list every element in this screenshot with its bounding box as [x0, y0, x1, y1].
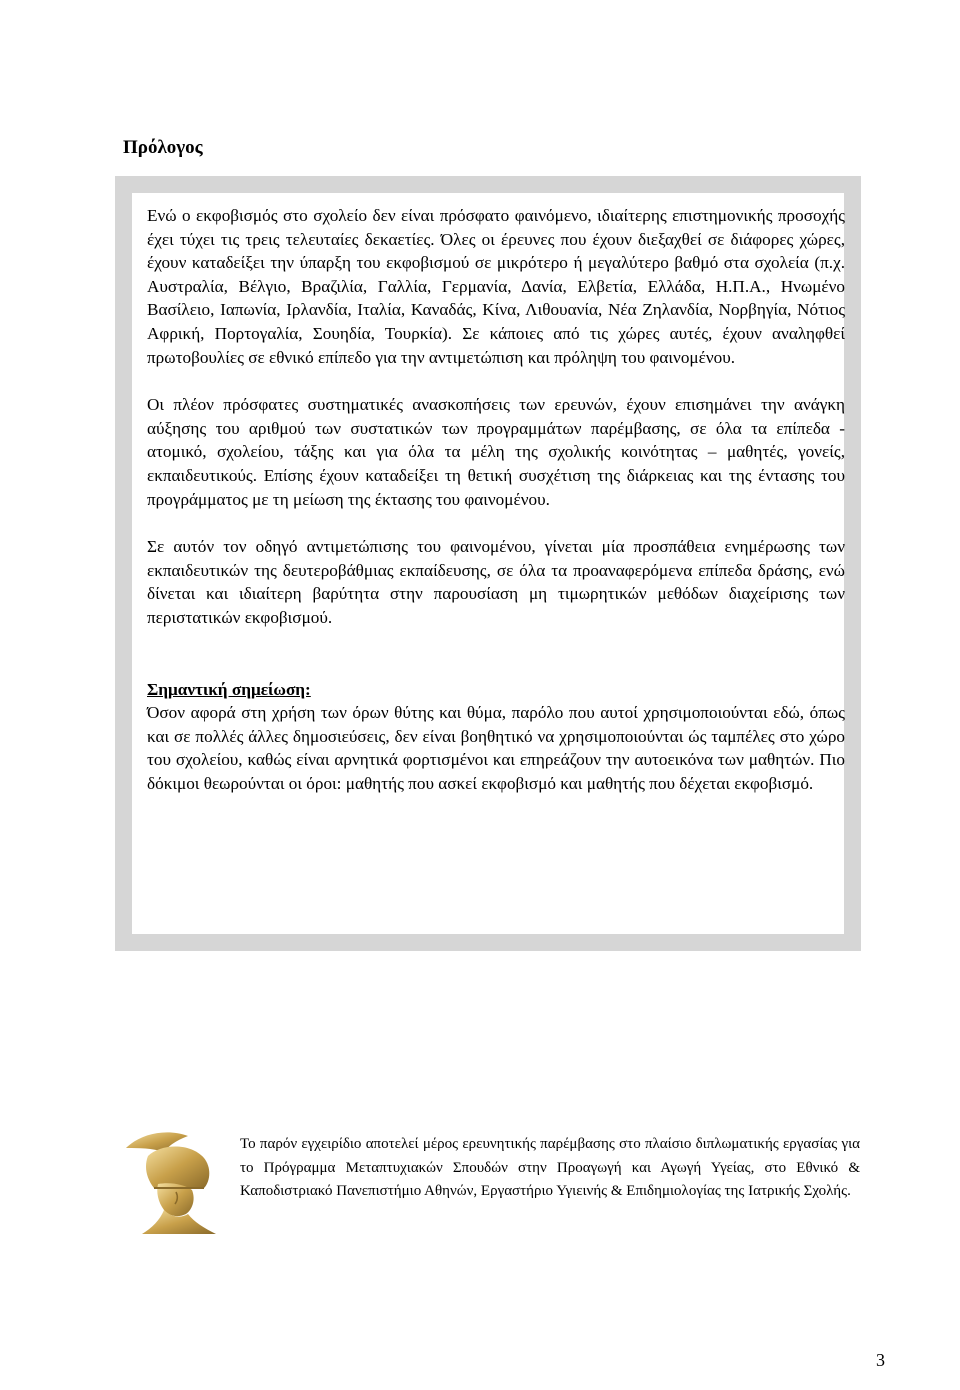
footer — [118, 1126, 863, 1236]
paragraph-spacer — [147, 369, 845, 393]
athena-helmet-icon — [118, 1126, 223, 1236]
paragraph-spacer — [147, 511, 845, 535]
page-number: 3 — [876, 1350, 885, 1370]
prologue-frame — [115, 176, 861, 951]
page-title: Πρόλογος — [123, 137, 203, 158]
note-text: Όσον αφορά στη χρήση των όρων θύτης και θύμα, παρόλο που αυτοί χρησιμοποιούνται εδώ, όπως και σε πολλές άλλες δημοσιεύσεις, δεν είναι βοηθητικό να χρησιμοποιούνται ώς ταμπέλες στο χώρο του σχολείου, καθώς είναι αρνητικά φορτισμένοι και επηρεάζουν την αυτοεικόνα των μαθητών. Πιο δόκιμοι θεωρούνται οι όροι: μαθητής που ασκεί εκφοβισμό και μαθητής που δέχεται εκφοβισμό. — [147, 703, 845, 793]
paragraph-reviews: Οι πλέον πρόσφατες συστηματικές ανασκοπήσεις των ερευνών, έχουν επισημάνει την ανάγκη αύξησης του αριθμού των συστατικών των προγραμμάτων παρέμβασης, σε όλα τα επίπεδα - ατομικό, σχολείου, τάξης και για όλα τα μέλη της σχολικής κοινότητας – μαθητές, γονείς, εκπαιδευτικούς. Επίσης έχουν καταδείξει τη θετική συσχέτιση της διάρκειας και της έντασης του προγράμματος με τη μείωση της έκτασης του φαινομένου. — [147, 395, 845, 509]
note-heading: Σημαντική σημείωση: — [147, 679, 311, 699]
prologue-frame-inner — [132, 193, 844, 934]
paragraph-intro: Ενώ ο εκφοβισμός στο σχολείο δεν είναι πρόσφατο φαινόμενο, ιδιαίτερης επιστημονικής προσοχής έχει τύχει τις τρεις τελευταίες δεκαετίες. Όλες οι έρευνες που έχουν διεξαχθεί σε διάφορες χώρες, έχουν καταδείξει την ύπαρξη του εκφοβισμού σε μικρότερο ή μεγαλύτερο βαθμό στα σχολεία (π.χ. Αυστραλία, Βέλγιο, Βραζιλία, Γαλλία, Γερμανία, Δανία, Ελβετία, Ελλάδα, Η.Π.Α., Ηνωμένο Βασίλειο, Ιαπωνία, Ιρλανδία, Ιταλία, Καναδάς, Κίνα, Λιθουανία, Νέα Ζηλανδία, Νορβηγία, Νότιος Αφρική, Πορτογαλία, Σουηδία, Τουρκία). Σε κάποιες από τις χώρες αυτές, έχουν αναληφθεί πρωτοβουλίες σε εθνικό επίπεδο για την αντιμετώπιση και πρόληψη του φαινομένου. — [147, 206, 845, 367]
paragraph-spacer — [147, 654, 845, 678]
paragraph-guide: Σε αυτόν τον οδηγό αντιμετώπισης του φαινομένου, γίνεται μία προσπάθεια ενημέρωσης των εκπαιδευτικών της δευτεροβάθμιας εκπαίδευσης, σε όλα τα προαναφερόμενα επίπεδα δράσης, ενώ δίνεται και ιδιαίτερη βαρύτητα στην παρουσίαση μη τιμωρητικών μεθόδων διαχείρισης των περιστατικών εκφοβισμού. — [147, 537, 845, 627]
paragraph-spacer — [147, 630, 845, 654]
footer-note: Το παρόν εγχειρίδιο αποτελεί μέρος ερευνητικής παρέμβασης στο πλαίσιο διπλωματικής εργασίας για το Πρόγραμμα Μεταπτυχιακών Σπουδών στην Προαγωγή και Αγωγή Υγείας, στο Εθνικό & Καποδιστριακό Πανεπιστήμιο Αθηνών, Εργαστήριο Υγιεινής & Επιδημιολογίας της Ιατρικής Σχολής. — [240, 1136, 860, 1199]
prologue-content — [147, 204, 845, 795]
